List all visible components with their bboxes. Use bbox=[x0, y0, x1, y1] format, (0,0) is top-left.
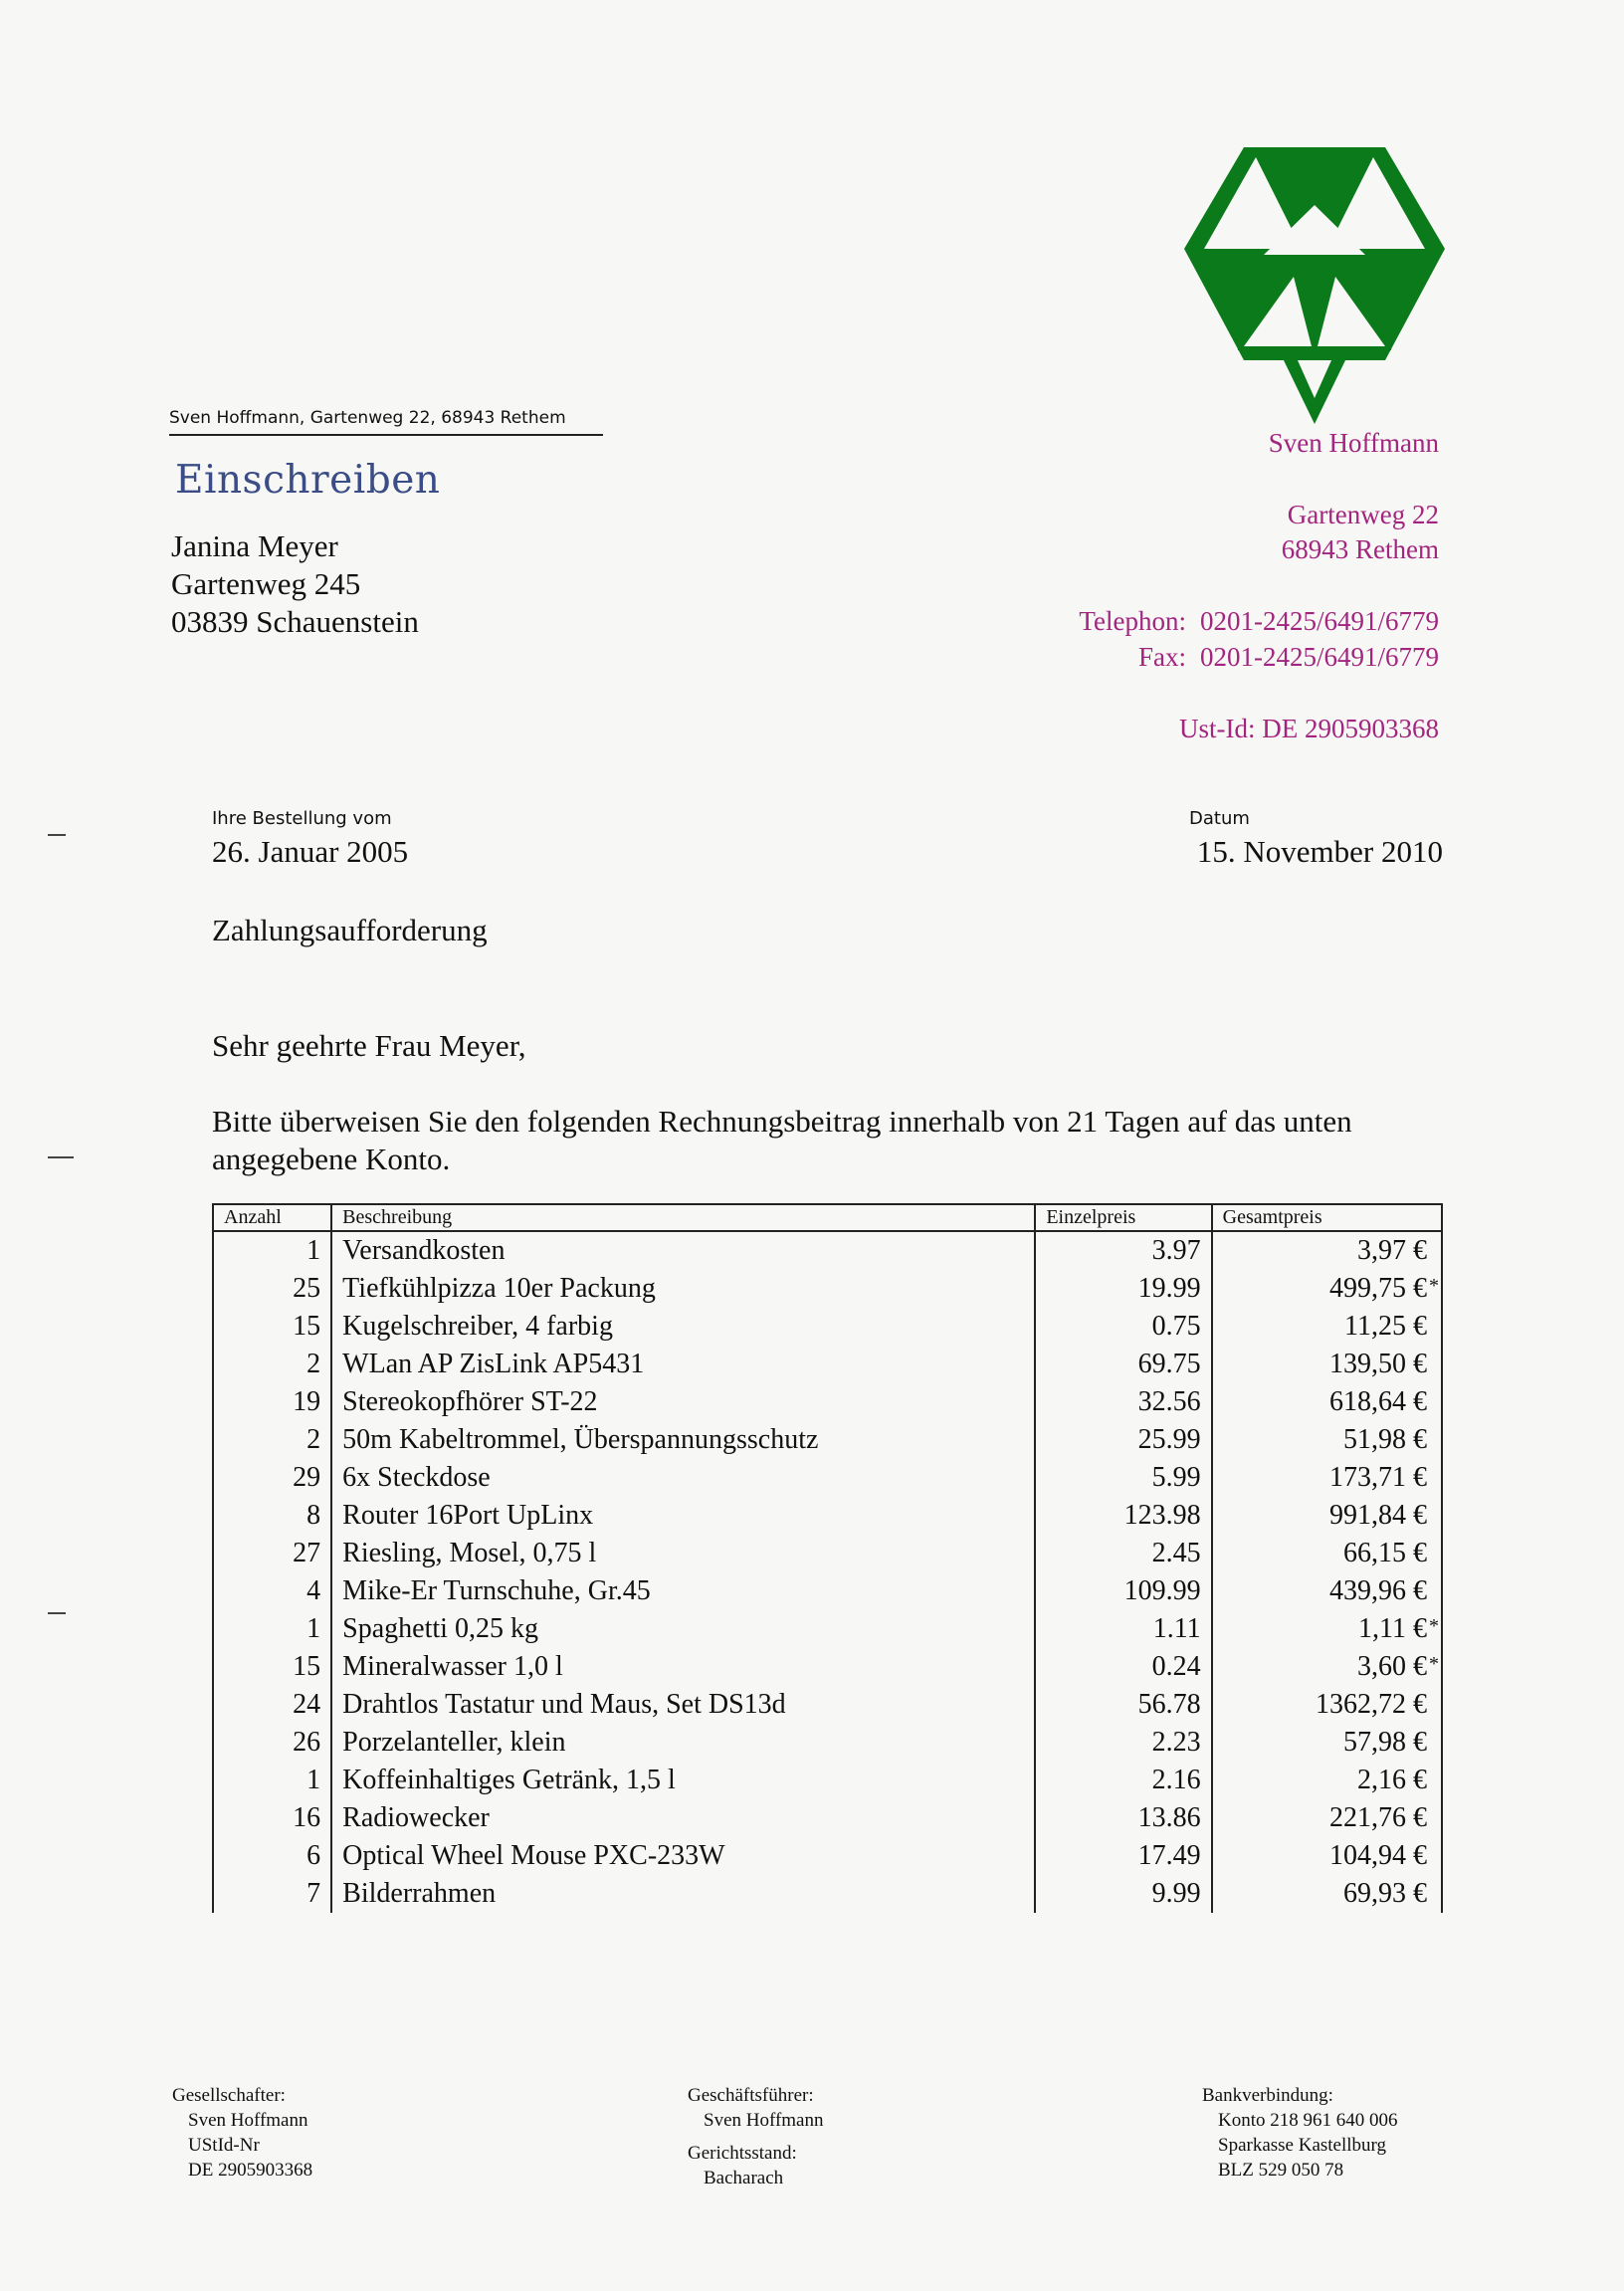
row-total-price bbox=[1212, 1724, 1442, 1762]
row-description: Kugelschreiber, 4 farbig bbox=[331, 1308, 1035, 1346]
table-row bbox=[213, 1648, 1442, 1686]
table-row bbox=[213, 1346, 1442, 1383]
row-quantity: 15 bbox=[213, 1648, 331, 1686]
row-description: 6x Steckdose bbox=[331, 1459, 1035, 1497]
row-total-price bbox=[1212, 1572, 1442, 1610]
partner-vat: DE 2905903368 bbox=[188, 2160, 313, 2181]
row-description: WLan AP ZisLink AP5431 bbox=[331, 1346, 1035, 1383]
row-unit-price: 32.56 bbox=[1035, 1383, 1211, 1421]
row-unit-price: 9.99 bbox=[1035, 1875, 1211, 1913]
row-quantity: 1 bbox=[213, 1610, 331, 1648]
table-row bbox=[213, 1421, 1442, 1459]
sender-fax-row bbox=[1057, 642, 1439, 673]
row-description: Optical Wheel Mouse PXC-233W bbox=[331, 1837, 1035, 1875]
total-value: 2,16 € bbox=[1357, 1765, 1427, 1795]
row-quantity: 16 bbox=[213, 1799, 331, 1837]
row-quantity: 26 bbox=[213, 1724, 331, 1762]
logo-hexagon-star bbox=[1184, 147, 1445, 424]
registered-mail-stamp: Einschreiben bbox=[175, 458, 441, 503]
bank-account: Konto 218 961 640 006 bbox=[1218, 2110, 1398, 2131]
row-quantity: 27 bbox=[213, 1535, 331, 1572]
header-total-price: Gesamtpreis bbox=[1212, 1204, 1442, 1231]
total-value: 221,76 € bbox=[1329, 1802, 1427, 1833]
table-row bbox=[213, 1497, 1442, 1535]
row-unit-price: 25.99 bbox=[1035, 1421, 1211, 1459]
row-quantity: 1 bbox=[213, 1231, 331, 1270]
row-unit-price: 13.86 bbox=[1035, 1799, 1211, 1837]
total-value: 57,98 € bbox=[1343, 1727, 1427, 1758]
row-unit-price: 123.98 bbox=[1035, 1497, 1211, 1535]
row-quantity: 1 bbox=[213, 1762, 331, 1799]
row-unit-price: 3.97 bbox=[1035, 1231, 1211, 1270]
phone-number: 0201-2425/6491/6779 bbox=[1200, 606, 1439, 636]
row-total-price bbox=[1212, 1762, 1442, 1799]
sender-name: Sven Hoffmann bbox=[1268, 428, 1439, 458]
table-row bbox=[213, 1535, 1442, 1572]
sender-vat-id: Ust-Id: DE 2905903368 bbox=[1179, 714, 1439, 743]
footnote-asterisk: * bbox=[1429, 1275, 1439, 1297]
row-unit-price: 0.24 bbox=[1035, 1648, 1211, 1686]
total-value: 1,11 € bbox=[1358, 1613, 1427, 1644]
row-description: Spaghetti 0,25 kg bbox=[331, 1610, 1035, 1648]
salutation: Sehr geehrte Frau Meyer, bbox=[212, 1028, 526, 1063]
row-description: Koffeinhaltiges Getränk, 1,5 l bbox=[331, 1762, 1035, 1799]
footnote-asterisk: * bbox=[1429, 1615, 1439, 1637]
order-date: 26. Januar 2005 bbox=[212, 834, 409, 869]
header-description: Beschreibung bbox=[331, 1204, 1035, 1231]
date-label: Datum bbox=[1189, 808, 1250, 829]
recipient-city: 03839 Schauenstein bbox=[171, 604, 419, 639]
row-unit-price: 2.16 bbox=[1035, 1762, 1211, 1799]
row-unit-price: 56.78 bbox=[1035, 1686, 1211, 1724]
row-total-price bbox=[1212, 1799, 1442, 1837]
total-value: 11,25 € bbox=[1344, 1311, 1427, 1342]
total-value: 499,75 € bbox=[1329, 1273, 1427, 1304]
table-row bbox=[213, 1799, 1442, 1837]
table-row bbox=[213, 1837, 1442, 1875]
row-quantity: 6 bbox=[213, 1837, 331, 1875]
ceo-label: Geschäftsführer: bbox=[688, 2085, 814, 2106]
table-header-row bbox=[213, 1204, 1442, 1231]
row-description: Drahtlos Tastatur und Maus, Set DS13d bbox=[331, 1686, 1035, 1724]
row-total-price bbox=[1212, 1421, 1442, 1459]
court-location: Bacharach bbox=[704, 2168, 784, 2188]
letter-subject: Zahlungsaufforderung bbox=[212, 913, 488, 947]
fax-number: 0201-2425/6491/6779 bbox=[1200, 642, 1439, 672]
row-quantity: 7 bbox=[213, 1875, 331, 1913]
table-row bbox=[213, 1270, 1442, 1308]
header-unit-price: Einzelpreis bbox=[1035, 1204, 1211, 1231]
row-description: Porzelanteller, klein bbox=[331, 1724, 1035, 1762]
row-total-price bbox=[1212, 1346, 1442, 1383]
row-total-price bbox=[1212, 1459, 1442, 1497]
row-description: Mike-Er Turnschuhe, Gr.45 bbox=[331, 1572, 1035, 1610]
row-total-price bbox=[1212, 1383, 1442, 1421]
row-quantity: 25 bbox=[213, 1270, 331, 1308]
bank-label: Bankverbindung: bbox=[1202, 2085, 1333, 2106]
sender-city: 68943 Rethem bbox=[1281, 534, 1439, 564]
row-total-price bbox=[1212, 1648, 1442, 1686]
row-quantity: 29 bbox=[213, 1459, 331, 1497]
row-total-price bbox=[1212, 1231, 1442, 1270]
footer-bank bbox=[1202, 2083, 1398, 2183]
row-unit-price: 17.49 bbox=[1035, 1837, 1211, 1875]
row-description: Radiowecker bbox=[331, 1799, 1035, 1837]
row-quantity: 4 bbox=[213, 1572, 331, 1610]
row-description: Router 16Port UpLinx bbox=[331, 1497, 1035, 1535]
total-value: 3,97 € bbox=[1357, 1235, 1427, 1266]
row-total-price bbox=[1212, 1308, 1442, 1346]
row-quantity: 2 bbox=[213, 1421, 331, 1459]
table-row bbox=[213, 1459, 1442, 1497]
table-row bbox=[213, 1762, 1442, 1799]
total-value: 618,64 € bbox=[1329, 1386, 1427, 1417]
row-unit-price: 5.99 bbox=[1035, 1459, 1211, 1497]
total-value: 66,15 € bbox=[1343, 1538, 1427, 1568]
fax-label: Fax: bbox=[1137, 642, 1186, 672]
total-value: 139,50 € bbox=[1329, 1349, 1427, 1379]
table-row bbox=[213, 1383, 1442, 1421]
total-value: 439,96 € bbox=[1329, 1575, 1427, 1606]
letter-body: Bitte überweisen Sie den folgenden Rechnungsbeitrag innerhalb von 21 Tagen auf das unten angegebene Konto. bbox=[212, 1104, 1352, 1176]
fold-mark-bottom bbox=[48, 1612, 66, 1614]
total-value: 69,93 € bbox=[1343, 1878, 1427, 1909]
recipient-name: Janina Meyer bbox=[171, 528, 338, 563]
punch-mark bbox=[48, 1156, 74, 1158]
row-unit-price: 0.75 bbox=[1035, 1308, 1211, 1346]
sender-phone-row bbox=[1057, 606, 1439, 637]
total-value: 1362,72 € bbox=[1316, 1689, 1427, 1720]
row-unit-price: 1.11 bbox=[1035, 1610, 1211, 1648]
partner-vat-label: UStId-Nr bbox=[188, 2135, 260, 2156]
fold-mark-top bbox=[48, 834, 66, 836]
row-description: Riesling, Mosel, 0,75 l bbox=[331, 1535, 1035, 1572]
total-value: 3,60 € bbox=[1357, 1651, 1427, 1682]
row-unit-price: 2.45 bbox=[1035, 1535, 1211, 1572]
bank-name: Sparkasse Kastellburg bbox=[1218, 2135, 1387, 2156]
row-description: Versandkosten bbox=[331, 1231, 1035, 1270]
court-label: Gerichtsstand: bbox=[688, 2143, 797, 2164]
row-description: Mineralwasser 1,0 l bbox=[331, 1648, 1035, 1686]
recipient-street: Gartenweg 245 bbox=[171, 566, 361, 601]
table-row bbox=[213, 1875, 1442, 1913]
invoice-table bbox=[212, 1203, 1443, 1913]
header-quantity: Anzahl bbox=[213, 1204, 331, 1231]
total-value: 991,84 € bbox=[1329, 1500, 1427, 1531]
sender-return-address: Sven Hoffmann, Gartenweg 22, 68943 Rethem bbox=[169, 408, 603, 436]
phone-label: Telephon: bbox=[1079, 606, 1186, 636]
row-description: Bilderrahmen bbox=[331, 1875, 1035, 1913]
row-unit-price: 69.75 bbox=[1035, 1346, 1211, 1383]
row-description: 50m Kabeltrommel, Überspannungsschutz bbox=[331, 1421, 1035, 1459]
row-unit-price: 2.23 bbox=[1035, 1724, 1211, 1762]
row-unit-price: 19.99 bbox=[1035, 1270, 1211, 1308]
row-total-price bbox=[1212, 1837, 1442, 1875]
row-total-price bbox=[1212, 1875, 1442, 1913]
partner-name: Sven Hoffmann bbox=[188, 2110, 308, 2131]
order-date-label: Ihre Bestellung vom bbox=[212, 808, 392, 829]
table-row bbox=[213, 1231, 1442, 1270]
invoice-rows bbox=[213, 1231, 1442, 1913]
table-row bbox=[213, 1572, 1442, 1610]
footer-management bbox=[688, 2083, 824, 2190]
row-total-price bbox=[1212, 1270, 1442, 1308]
bank-code: BLZ 529 050 78 bbox=[1218, 2160, 1344, 2181]
table-row bbox=[213, 1724, 1442, 1762]
table-row bbox=[213, 1686, 1442, 1724]
row-description: Tiefkühlpizza 10er Packung bbox=[331, 1270, 1035, 1308]
row-total-price bbox=[1212, 1497, 1442, 1535]
footnote-asterisk: * bbox=[1429, 1653, 1439, 1675]
partner-label: Gesellschafter: bbox=[172, 2085, 286, 2106]
ceo-name: Sven Hoffmann bbox=[704, 2110, 824, 2131]
row-quantity: 24 bbox=[213, 1686, 331, 1724]
row-quantity: 19 bbox=[213, 1383, 331, 1421]
letter-date: 15. November 2010 bbox=[1196, 834, 1443, 869]
total-value: 104,94 € bbox=[1329, 1840, 1427, 1871]
row-quantity: 8 bbox=[213, 1497, 331, 1535]
row-unit-price: 109.99 bbox=[1035, 1572, 1211, 1610]
row-quantity: 2 bbox=[213, 1346, 331, 1383]
row-total-price bbox=[1212, 1686, 1442, 1724]
company-logo bbox=[1184, 147, 1445, 424]
row-quantity: 15 bbox=[213, 1308, 331, 1346]
row-description: Stereokopfhörer ST-22 bbox=[331, 1383, 1035, 1421]
row-total-price bbox=[1212, 1535, 1442, 1572]
sender-street: Gartenweg 22 bbox=[1287, 500, 1439, 529]
table-row bbox=[213, 1308, 1442, 1346]
row-total-price bbox=[1212, 1610, 1442, 1648]
table-row bbox=[213, 1610, 1442, 1648]
total-value: 51,98 € bbox=[1343, 1424, 1427, 1455]
total-value: 173,71 € bbox=[1329, 1462, 1427, 1493]
footer-partner bbox=[172, 2083, 312, 2183]
